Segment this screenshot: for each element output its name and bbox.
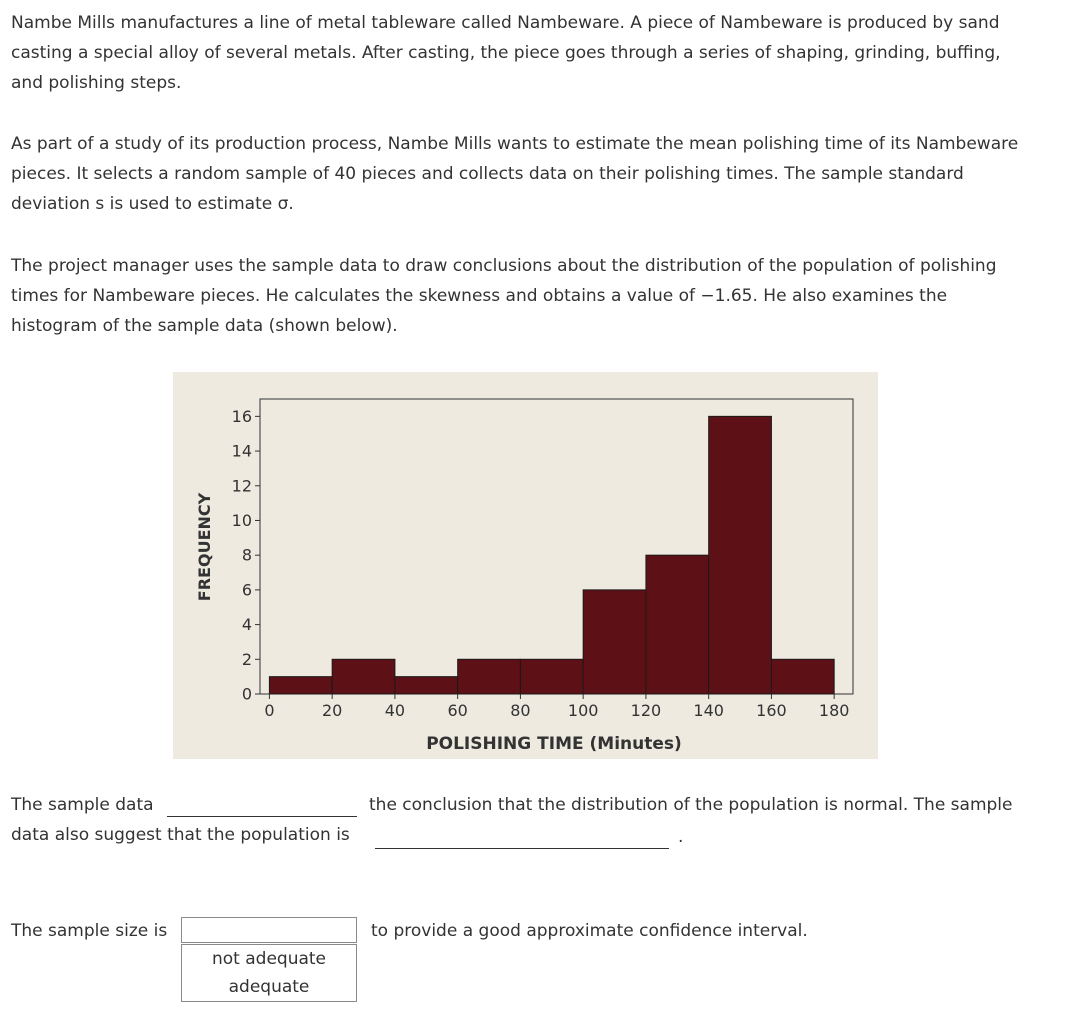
x-tick-label: 160 <box>756 701 787 720</box>
y-axis-title: FREQUENCY <box>195 492 214 602</box>
sample-size-options-list <box>181 944 357 1002</box>
paragraph-3-line-1: The project manager uses the sample data to draw conclusions about the distribution of the population of polishing <box>11 256 997 276</box>
histogram-chart <box>173 372 878 759</box>
x-axis <box>264 694 849 720</box>
histogram-bar <box>332 659 395 694</box>
x-tick-label: 140 <box>693 701 724 720</box>
x-tick-label: 120 <box>630 701 662 720</box>
option-adequate[interactable]: adequate <box>228 977 310 997</box>
paragraph-1-line-2: casting a special alloy of several metals. After casting, the piece goes through a series of shaping, grinding, buffing, <box>11 43 1001 63</box>
histogram-bar <box>771 659 834 694</box>
histogram-bar <box>709 416 772 694</box>
y-tick-label: 0 <box>241 684 252 704</box>
paragraph-1-line-3: and polishing steps. <box>11 73 182 93</box>
q2-prefix: data also suggest that the population is <box>11 825 350 845</box>
paragraph-2-line-1: As part of a study of its production process, Nambe Mills wants to estimate the mean polishing time of its Nambeware <box>11 134 1019 154</box>
histogram-bar <box>458 659 521 694</box>
histogram-bar <box>646 555 709 694</box>
q1-answer-blank[interactable] <box>167 816 357 817</box>
x-tick-label: 40 <box>384 701 406 720</box>
q3-prefix: The sample size is <box>11 921 168 941</box>
option-not-adequate[interactable]: not adequate <box>211 949 327 969</box>
q2-answer-blank[interactable] <box>375 848 669 849</box>
y-tick-label: 10 <box>231 510 252 530</box>
y-tick-label: 14 <box>231 441 252 461</box>
y-tick-label: 4 <box>241 615 252 635</box>
sample-size-dropdown[interactable] <box>181 917 357 943</box>
q1-suffix: the conclusion that the distribution of the population is normal. The sample <box>369 795 1013 815</box>
y-tick-label: 8 <box>241 545 252 565</box>
paragraph-3-line-3: histogram of the sample data (shown below). <box>11 316 398 336</box>
x-tick-label: 180 <box>818 701 850 720</box>
paragraph-2-line-2: pieces. It selects a random sample of 40 pieces and collects data on their polishing times. The sample standard <box>11 164 964 184</box>
y-tick-label: 12 <box>231 476 252 496</box>
x-tick-label: 100 <box>567 701 599 720</box>
histogram-bar <box>520 659 583 694</box>
x-tick-label: 60 <box>447 701 468 720</box>
histogram-bar <box>395 677 458 694</box>
y-tick-label: 6 <box>241 580 252 600</box>
y-tick-label: 16 <box>231 406 252 426</box>
x-axis-title: POLISHING TIME (Minutes) <box>426 734 682 754</box>
y-axis <box>232 407 260 704</box>
histogram-bar <box>583 590 646 694</box>
q1-prefix: The sample data <box>11 795 154 815</box>
paragraph-1-line-1: Nambe Mills manufactures a line of metal tableware called Nambeware. A piece of Nambeware is produced by sand <box>11 13 1000 33</box>
y-tick-label: 2 <box>241 649 252 669</box>
paragraph-2-line-3: deviation s is used to estimate σ. <box>11 194 294 214</box>
x-tick-label: 80 <box>510 701 531 720</box>
histogram-svg <box>173 372 878 759</box>
x-tick-label: 0 <box>264 701 275 720</box>
histogram-bar <box>269 677 332 694</box>
histogram-bars <box>269 416 834 694</box>
x-tick-label: 20 <box>321 701 343 720</box>
q2-suffix: . <box>678 827 684 847</box>
q3-suffix: to provide a good approximate confidence interval. <box>371 921 808 941</box>
paragraph-3-line-2: times for Nambeware pieces. He calculates the skewness and obtains a value of −1.65. He also examines the <box>11 286 948 306</box>
